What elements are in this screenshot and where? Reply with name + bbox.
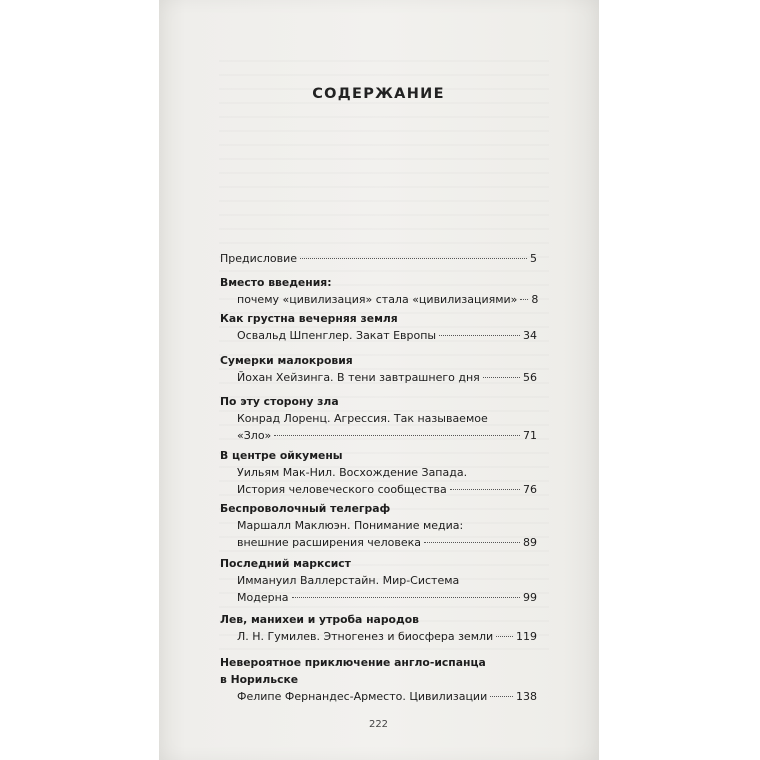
page-number: 34	[523, 329, 537, 342]
toc-entry-wallerstein[interactable]	[220, 555, 537, 606]
dot-leader	[490, 696, 513, 697]
toc-entry-lorenz[interactable]	[220, 393, 537, 444]
page-number: 76	[523, 483, 537, 496]
toc-entry-fernandez-armesto[interactable]	[220, 654, 537, 705]
section-title-continued: в Норильске	[220, 673, 299, 686]
section-title: Последний марксист	[220, 557, 351, 570]
page-number: 119	[516, 630, 537, 643]
toc-entry-gumilev[interactable]	[220, 611, 537, 645]
section-title: Вместо введения:	[220, 276, 332, 289]
toc-entry-spengler[interactable]	[220, 310, 537, 344]
toc-entry-label: Уильям Мак-Нил. Восхождение Запада.	[237, 466, 468, 479]
toc-entry-label: Л. Н. Гумилев. Этногенез и биосфера земли	[237, 630, 494, 643]
toc-entry-label: внешние расширения человека	[237, 536, 421, 549]
page-folio: 222	[368, 719, 389, 730]
toc-entry-label: Фелипе Фернандес-Арместо. Цивилизации	[237, 690, 488, 703]
toc-entry-label: Освальд Шпенглер. Закат Европы	[237, 329, 437, 342]
toc-entry-mcluhan[interactable]	[220, 500, 537, 551]
dot-leader	[483, 377, 520, 378]
page-number: 71	[523, 429, 537, 442]
book-page	[159, 0, 599, 760]
dot-leader	[450, 489, 520, 490]
toc-entry-label: Йохан Хейзинга. В тени завтрашнего дня	[237, 371, 480, 384]
section-title: Беспроволочный телеграф	[220, 502, 391, 515]
dot-leader	[520, 299, 528, 300]
toc-entry-label: История человеческого сообщества	[237, 483, 447, 496]
section-title: Сумерки малокровия	[220, 354, 353, 367]
toc-entry-label: Предисловие	[220, 252, 297, 265]
toc-entry-label: Маршалл Маклюэн. Понимание медиа:	[237, 519, 464, 532]
toc-entry-preface[interactable]	[220, 250, 537, 267]
page-number: 138	[516, 690, 537, 703]
toc-entry-huizinga[interactable]	[220, 352, 537, 386]
dot-leader	[496, 636, 513, 637]
toc-entry-label: «Зло»	[237, 429, 272, 442]
page-number: 99	[523, 591, 537, 604]
toc-entry-mcneill[interactable]	[220, 447, 537, 498]
page-number: 8	[531, 293, 539, 306]
toc-entry-label: Иммануил Валлерстайн. Мир-Система	[237, 574, 460, 587]
toc-entry-label: почему «цивилизация» стала «цивилизациями»	[237, 293, 518, 306]
section-title: Лев, манихеи и утроба народов	[220, 613, 419, 626]
section-title: Невероятное приключение англо-испанца	[220, 656, 486, 669]
page-title: СОДЕРЖАНИЕ	[312, 86, 445, 102]
page-number: 56	[523, 371, 537, 384]
page-number: 5	[530, 252, 537, 265]
section-title: Как грустна вечерняя земля	[220, 312, 398, 325]
dot-leader	[300, 258, 527, 259]
toc-entry-label: Модерна	[237, 591, 289, 604]
dot-leader	[274, 435, 520, 436]
dot-leader	[439, 335, 520, 336]
dot-leader	[424, 542, 520, 543]
toc-entry-label: Конрад Лоренц. Агрессия. Так называемое	[237, 412, 488, 425]
section-title: По эту сторону зла	[220, 395, 339, 408]
page-number: 89	[523, 536, 537, 549]
toc-entry-introduction[interactable]	[220, 274, 537, 308]
dot-leader	[292, 597, 520, 598]
section-title: В центре ойкумены	[220, 449, 343, 462]
